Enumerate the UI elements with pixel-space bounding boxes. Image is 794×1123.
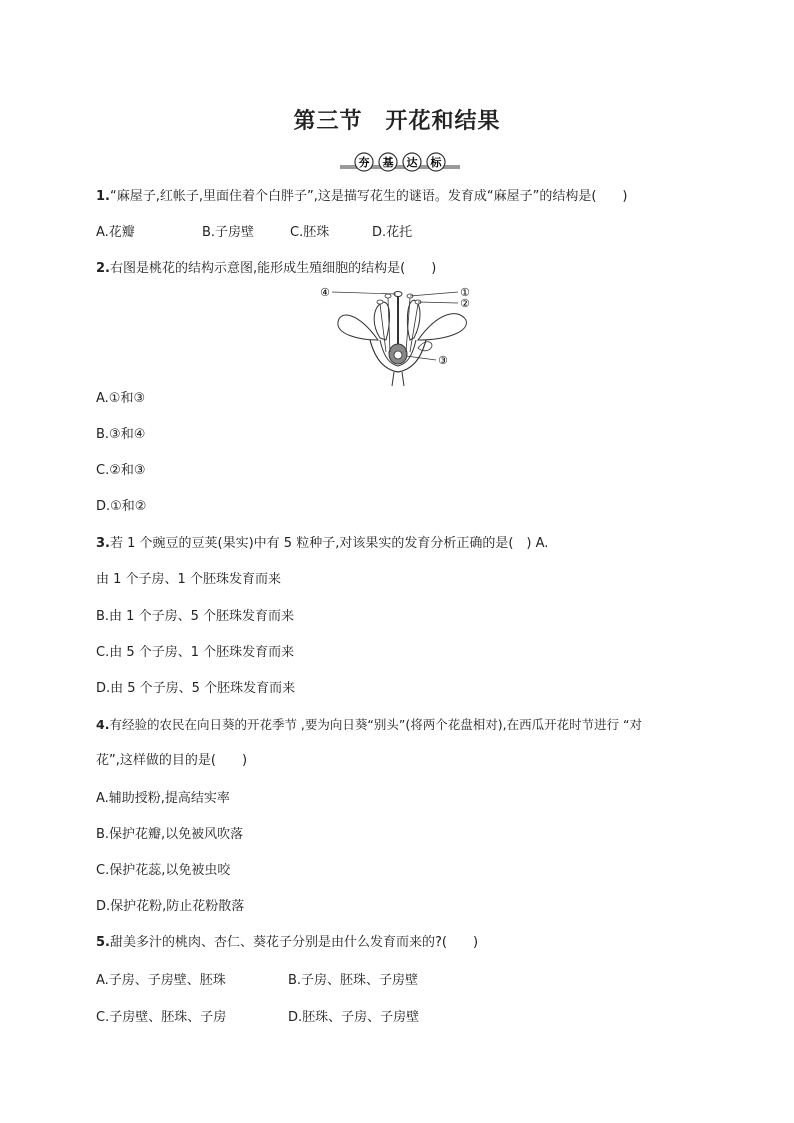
banner-char: 夯 bbox=[358, 156, 370, 169]
question-number: 5. bbox=[96, 935, 110, 950]
page-title: 第三节 开花和结果 bbox=[293, 108, 501, 134]
question-number: 4. bbox=[96, 717, 110, 732]
banner-char: 基 bbox=[382, 156, 394, 169]
question-3 bbox=[96, 535, 548, 553]
banner-char: 标 bbox=[430, 156, 442, 169]
option-a[interactable]: A.花瓣 bbox=[96, 225, 135, 240]
option-a[interactable]: A.①和③ bbox=[96, 391, 146, 406]
option-c[interactable]: C.由 5 个子房、1 个胚珠发育而来 bbox=[96, 645, 295, 660]
option-a[interactable]: A.辅助授粉,提高结实率 bbox=[96, 791, 230, 806]
section-banner bbox=[340, 152, 460, 172]
question-4-continued: 花”,这样做的目的是( ) bbox=[96, 753, 248, 768]
option-b[interactable]: B.子房壁 bbox=[202, 225, 255, 240]
question-4 bbox=[96, 716, 642, 734]
figure-label-2: ② bbox=[460, 297, 470, 310]
option-c[interactable]: C.子房壁、胚珠、子房 bbox=[96, 1010, 227, 1025]
question-number: 3. bbox=[96, 536, 110, 551]
question-text: 有经验的农民在向日葵的开花季节 ,要为向日葵“别头”(将两个花盘相对),在西瓜开花时节进行 “对 bbox=[109, 717, 643, 732]
figure-label-4: ④ bbox=[320, 286, 330, 299]
option-b[interactable]: B.③和④ bbox=[96, 427, 146, 442]
option-d[interactable]: D.胚珠、子房、子房壁 bbox=[288, 1010, 420, 1025]
option-b[interactable]: B.子房、胚珠、子房壁 bbox=[288, 973, 419, 988]
option-b[interactable]: B.保护花瓣,以免被风吹落 bbox=[96, 827, 244, 842]
question-text: 若 1 个豌豆的豆荚(果实)中有 5 粒种子,对该果实的发育分析正确的是( ) A. bbox=[109, 536, 549, 551]
peach-flower-diagram bbox=[318, 282, 478, 388]
option-d[interactable]: D.由 5 个子房、5 个胚珠发育而来 bbox=[96, 681, 296, 696]
option-d[interactable]: D.①和② bbox=[96, 499, 147, 514]
question-1 bbox=[96, 188, 627, 206]
option-a-continued[interactable]: 由 1 个子房、1 个胚珠发育而来 bbox=[96, 572, 281, 587]
figure-label-1: ① bbox=[460, 286, 470, 299]
question-text: 右图是桃花的结构示意图,能形成生殖细胞的结构是( ) bbox=[109, 261, 437, 276]
banner-char: 达 bbox=[406, 156, 418, 169]
option-b[interactable]: B.由 1 个子房、5 个胚珠发育而来 bbox=[96, 609, 294, 624]
question-2 bbox=[96, 260, 436, 278]
option-c[interactable]: C.②和③ bbox=[96, 463, 146, 478]
option-d[interactable]: D.花托 bbox=[372, 225, 413, 240]
question-text: “麻屋子,红帐子,里面住着个白胖子”,这是描写花生的谜语。发育成“麻屋子”的结构是( ) bbox=[109, 189, 628, 204]
question-number: 1. bbox=[96, 189, 110, 204]
option-c[interactable]: C.保护花蕊,以免被虫咬 bbox=[96, 863, 231, 878]
option-a[interactable]: A.子房、子房壁、胚珠 bbox=[96, 973, 226, 988]
option-d[interactable]: D.保护花粉,防止花粉散落 bbox=[96, 899, 245, 914]
question-5 bbox=[96, 934, 478, 952]
question-number: 2. bbox=[96, 261, 110, 276]
figure-label-3: ③ bbox=[438, 354, 448, 367]
question-text: 甜美多汁的桃肉、杏仁、葵花子分别是由什么发育而来的?( ) bbox=[109, 935, 479, 950]
option-c[interactable]: C.胚珠 bbox=[290, 225, 330, 240]
